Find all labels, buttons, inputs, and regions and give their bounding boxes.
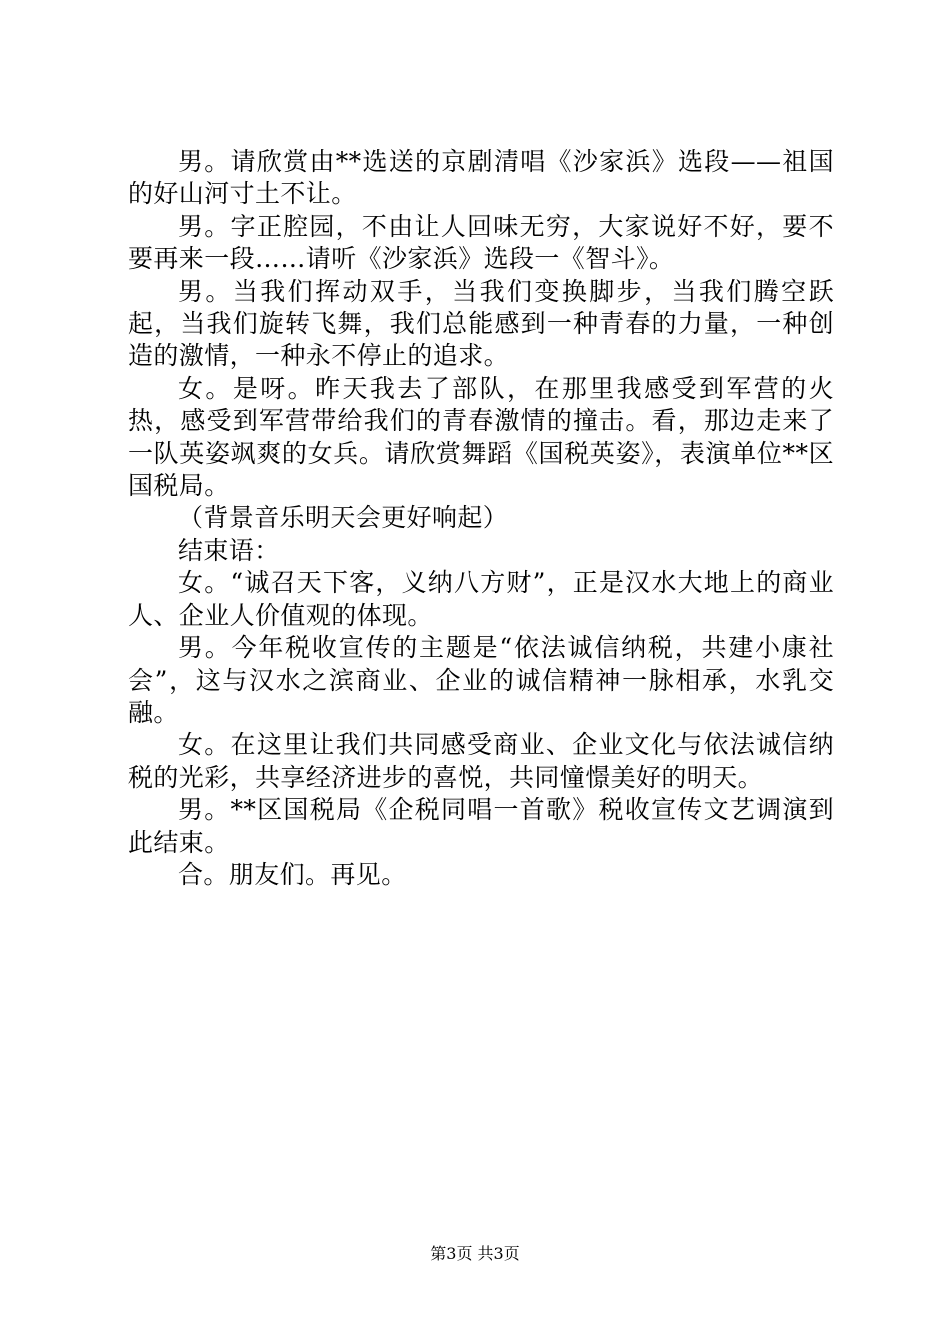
document-body <box>128 146 834 891</box>
paragraph-11: 合。朋友们。再见。 <box>178 859 407 889</box>
paragraph-9: 女。在这里让我们共同感受商业、企业文化与依法诚信纳税的光彩，共享经济进步的喜悦，共同憧憬美好的明天。 <box>128 730 834 792</box>
paragraph-8: 男。今年税收宣传的主题是“依法诚信纳税，共建小康社会”，这与汉水之滨商业、企业的诚信精神一脉相承，水乳交融。 <box>128 633 834 727</box>
closing-heading: 结束语： <box>178 535 280 565</box>
paragraph-2: 男。字正腔园，不由让人回味无穷，大家说好不好，要不要再来一段……请听《沙家浜》选段一《智斗》。 <box>128 211 834 274</box>
paragraph-10: 男。**区国税局《企税同唱一首歌》税收宣传文艺调演到此结束。 <box>128 795 834 857</box>
page-footer: 第3页 共3页 <box>430 1244 520 1263</box>
paragraph-7: 女。“诚召天下客，义纳八方财”，正是汉水大地上的商业人、企业人价值观的体现。 <box>128 568 834 630</box>
paragraph-4: 女。是呀。昨天我去了部队，在那里我感受到军营的火热，感受到军营带给我们的青春激情的撞击。看，那边走来了一队英姿飒爽的女兵。请欣赏舞蹈《国税英姿》，表演单位**区国税局。 <box>128 373 834 501</box>
paragraph-1: 男。请欣赏由**选送的京剧清唱《沙家浜》选段——祖国的好山河寸土不让。 <box>128 147 834 209</box>
stage-direction: （背景音乐明天会更好响起） <box>178 503 509 533</box>
paragraph-3: 男。当我们挥动双手，当我们变换脚步，当我们腾空跃起，当我们旋转飞舞，我们总能感到一种青春的力量，一种创造的激情，一种永不停止的追求。 <box>128 276 834 371</box>
